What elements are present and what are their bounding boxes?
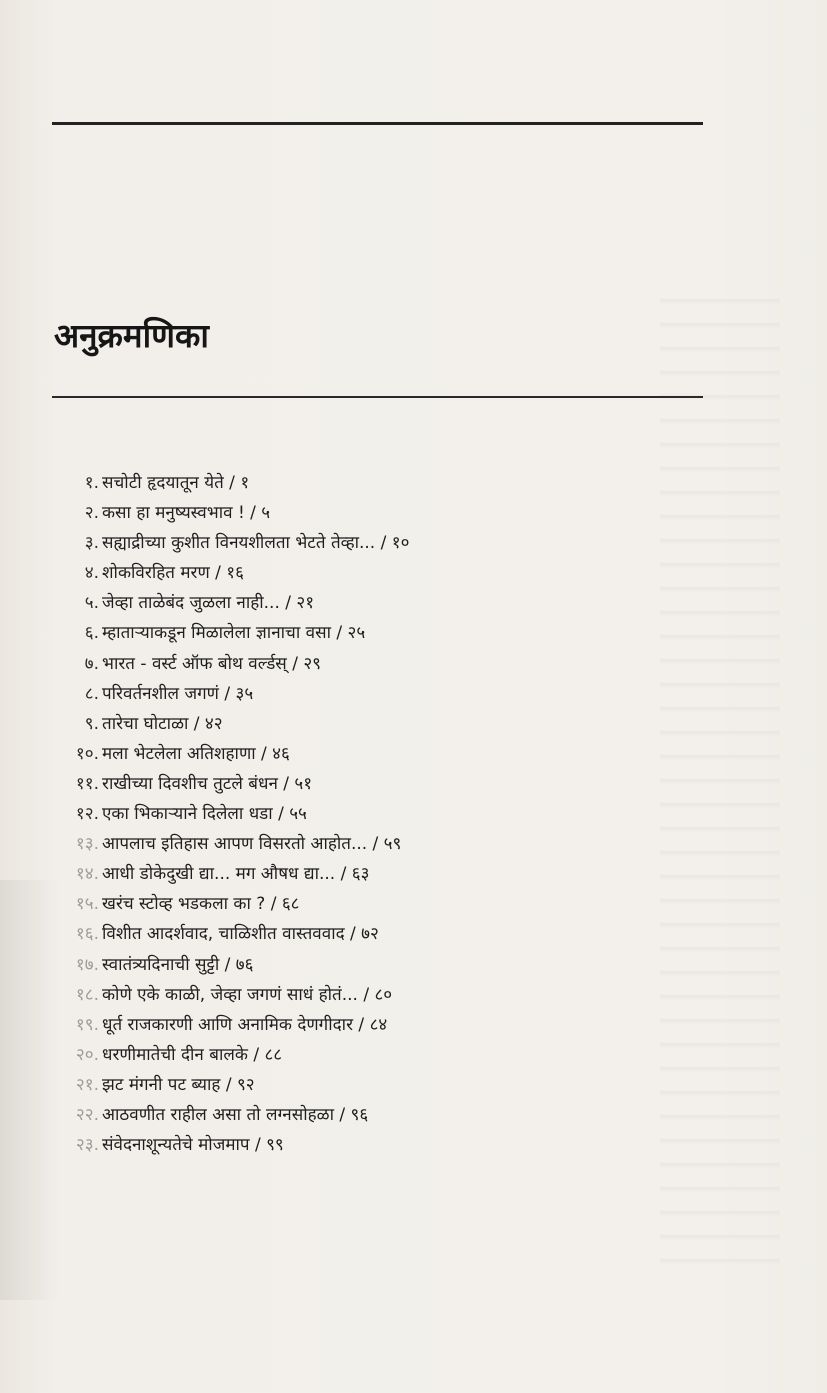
toc-entry-number: ६. [84,623,99,644]
toc-entry [0,950,827,980]
toc-entry-title: विशीत आदर्शवाद, चाळिशीत वास्तववाद / ७२ [102,924,379,945]
toc-entry-title: कसा हा मनुष्यस्वभाव ! / ५ [102,503,271,524]
toc-entry [0,739,827,769]
toc-entry-number: १८. [75,984,99,1005]
toc-entry [0,709,827,739]
toc-entry [0,588,827,618]
toc-entry-number: ८. [84,683,99,704]
toc-entry-title: स्वातंत्र्यदिनाची सुट्टी / ७६ [102,954,254,975]
toc-entry-title: धरणीमातेची दीन बालके / ८८ [102,1044,283,1065]
toc-entry [0,649,827,679]
toc-entry [0,829,827,859]
toc-entry [0,618,827,648]
toc-entry-title: कोणे एके काळी, जेव्हा जगणं साधं होतं... / ८० [102,984,393,1005]
toc-entry [0,980,827,1010]
toc-entry-title: संवेदनाशून्यतेचे मोजमाप / ९९ [102,1135,284,1156]
toc-entry-title: तारेचा घोटाळा / ४२ [102,713,223,734]
toc-entry-number: २३. [75,1135,99,1156]
toc-entry-title: जेव्हा ताळेबंद जुळला नाही... / २१ [102,593,315,614]
toc-entry [0,1070,827,1100]
toc-entry-number: २. [84,503,99,524]
toc-entry [0,859,827,889]
toc-entry-number: ४. [84,563,99,584]
toc-entry-title: परिवर्तनशील जगणं / ३५ [102,683,254,704]
toc-entry-title: शोकविरहित मरण / १६ [102,563,244,584]
toc-entry-title: एका भिकाऱ्याने दिलेला धडा / ५५ [102,804,307,825]
toc-entry-number: १६. [75,924,99,945]
toc-entry-title: राखीच्या दिवशीच तुटले बंधन / ५१ [102,773,313,794]
toc-entry-title: खरंच स्टोव्ह भडकला का ? / ६८ [102,894,300,915]
toc-entry [0,528,827,558]
toc-entry-number: ३. [84,533,99,554]
toc-entry-title: सचोटी हृदयातून येते / १ [102,473,250,493]
toc-entry-title: आठवणीत राहील असा तो लग्नसोहळा / ९६ [102,1104,369,1125]
toc-entry [0,1130,827,1160]
toc-entry-number: १४. [75,864,99,885]
toc-entry-number: २०. [75,1044,99,1065]
toc-entry-number: १५. [75,894,99,915]
toc-entry-number: १३. [75,834,99,855]
toc-entry [0,769,827,799]
toc-entry-number: १७. [75,954,99,975]
toc-entry-number: ५. [84,593,99,614]
title-rule [52,396,703,398]
toc-entry-number: ७. [84,653,99,674]
toc-entry [0,498,827,528]
toc-entry-title: धूर्त राजकारणी आणि अनामिक देणगीदार / ८४ [102,1014,388,1035]
toc-entry-number: १०. [75,743,99,764]
toc-entry-title: म्हाताऱ्याकडून मिळालेला ज्ञानाचा वसा / २५ [102,623,366,644]
toc-entry [0,1100,827,1130]
table-of-contents [0,468,827,1160]
toc-entry-number: २२. [75,1104,99,1125]
toc-entry [0,1040,827,1070]
top-rule [52,122,703,125]
toc-entry [0,558,827,588]
toc-entry-number: १. [84,473,99,493]
toc-entry [0,889,827,919]
toc-entry-number: १२. [75,804,99,825]
toc-entry [0,799,827,829]
toc-entry-title: भारत - वर्स्ट ऑफ बोथ वर्ल्डस् / २९ [102,653,322,674]
toc-entry-title: आधी डोकेदुखी द्या... मग औषध द्या... / ६३ [102,864,370,885]
toc-entry [0,919,827,949]
toc-entry-number: १९. [75,1014,99,1035]
toc-entry-title: सह्याद्रीच्या कुशीत विनयशीलता भेटते तेव्हा... / १० [102,533,410,554]
toc-entry-number: ११. [75,773,99,794]
toc-entry [0,1010,827,1040]
toc-entry-number: २१. [75,1074,99,1095]
toc-entry-title: मला भेटलेला अतिशहाणा / ४६ [102,743,290,764]
toc-entry [0,468,827,498]
toc-entry-number: ९. [84,713,99,734]
page-title: अनुक्रमणिका [54,316,209,355]
toc-entry [0,679,827,709]
toc-entry-title: झट मंगनी पट ब्याह / ९२ [102,1074,255,1095]
toc-entry-title: आपलाच इतिहास आपण विसरतो आहोत... / ५९ [102,834,402,855]
